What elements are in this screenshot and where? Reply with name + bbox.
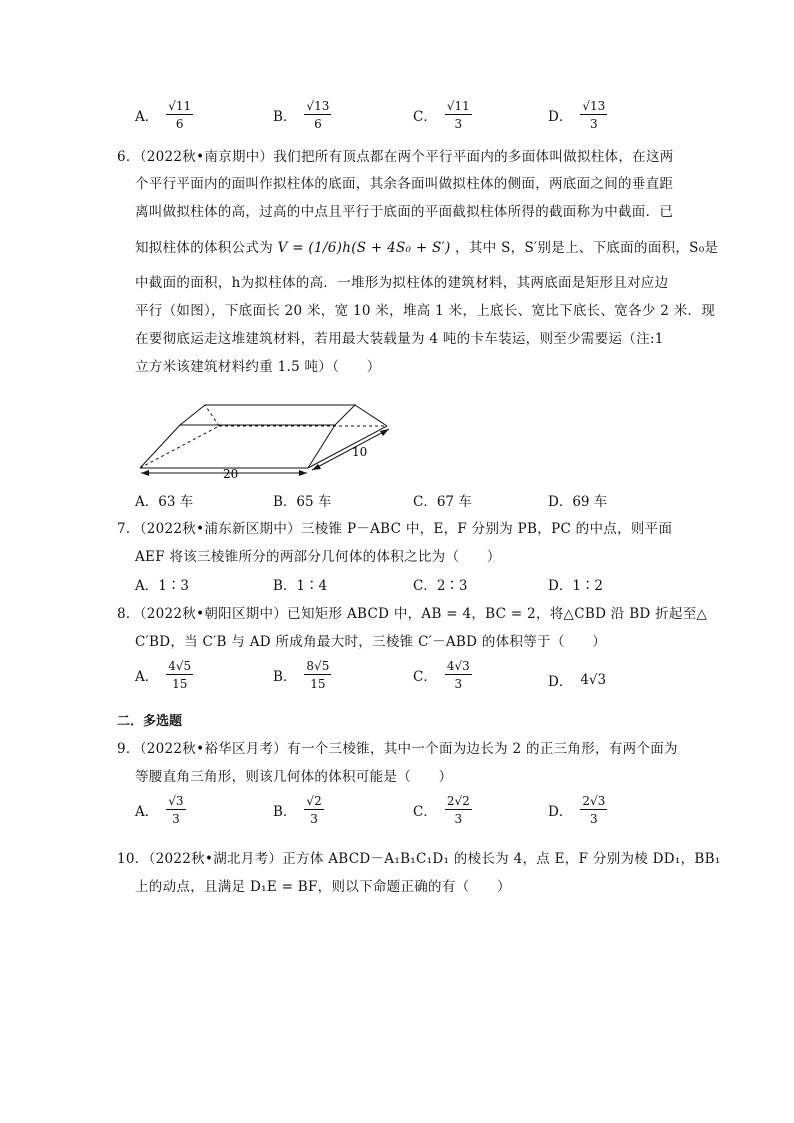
q5-option-d: D． $\frac{√13}{3}$ [548,99,606,131]
figure-label-20: 20 [223,467,239,480]
arrow-width-high [380,429,389,436]
q9-line-2: 等腰直角三角形，则该几何体的体积可能是（ ） [135,769,453,785]
q6-option-b: B．65 车 [273,494,332,510]
q6-line-6: 平行（如图），下底面长 20 米，宽 10 米，堆高 1 米，上底长、宽比下底长、宽各少 2 米．现 [135,303,716,319]
q10-line-2: 上的动点，且满足 D₁E = BF，则以下命题正确的有（ ） [135,879,511,895]
frustum-left-front-edge [140,425,180,468]
arrow-length-right [299,470,307,476]
q9-option-b: B． $\frac{√2}{3}$ [273,794,322,826]
q6-line-7: 在要彻底运走这堆建筑材料，若用最大装载量为 4 吨的卡车装运，则至少需要运（注:1 [135,331,664,347]
q6-line-8: 立方米该建筑材料约重 1.5 吨）（ ） [135,359,381,375]
q6-line-5: 中截面的面积，h为拟柱体的高．一堆形为拟柱体的建筑材料，其两底面是矩形且对应边 [135,275,669,291]
q6-formula: V = (1/6)h(S + 4S₀ + S′) [277,240,451,256]
frustum-hidden-lateral-edge [205,405,219,426]
frustum-top-face [180,405,355,425]
q10-line-1: 10．（2022秋•湖北月考）正方体 ABCD－A₁B₁C₁D₁ 的棱长为 4，点 E，F 分别为棱 DD₁，BB₁ [117,851,721,867]
q6-line-1: 6．（2022秋•南京期中）我们把所有顶点都在两个平行平面内的多面体叫做拟柱体，在这两 [117,149,674,165]
q6-option-c: C．67 车 [413,494,472,510]
q6-line-2: 个平行平面内的面叫作拟柱体的底面，其余各面叫做拟柱体的侧面，两底面之间的垂直距 [135,176,674,192]
frustum-hidden-left-edge [140,426,219,468]
frustum-right-back-edge [355,405,387,426]
q8-option-d: D． 4√3 [548,672,607,690]
q6-line-3: 离叫做拟柱体的高，过高的中点且平行于底面的平面截拟柱体所得的截面称为中截面．已 [135,204,674,220]
q7-option-b: B．1∶4 [273,578,328,594]
q7-option-d: D．1∶2 [548,578,604,594]
q8-option-a: A． $\frac{4√5}{15}$ [135,659,192,691]
section-multiple-choice-header: 二．多选题 [117,714,183,729]
q6-formula-line [135,236,718,256]
q5-option-c: C． $\frac{√11}{3}$ [413,99,470,131]
q9-option-a: A． $\frac{√3}{3}$ [135,794,184,826]
q7-option-c: C．2∶3 [413,578,468,594]
q6-frustum-figure [125,380,405,480]
arrow-length-left [141,470,149,476]
q9-option-c: C． $\frac{2√2}{3}$ [413,794,470,826]
figure-label-10: 10 [352,445,368,459]
q9-option-d: D． $\frac{2√3}{3}$ [548,794,606,826]
q8-option-b: B． $\frac{8√5}{15}$ [273,659,330,691]
q6-formula-prefix: 知拟柱体的体积公式为 [135,240,273,256]
q8-line-1: 8．（2022秋•朝阳区期中）已知矩形 ABCD 中，AB = 4，BC = 2，将△CBD 沿 BD 折起至△ [117,606,708,622]
q6-formula-suffix: ，其中 S，S′别是上、下底面的面积，S₀是 [455,240,719,256]
frustum-right-front-edge [308,425,335,468]
q7-option-a: A．1∶3 [135,578,189,594]
q5-option-b: B． $\frac{√13}{6}$ [273,99,330,131]
q7-line-2: AEF 将该三棱锥所分的两部分几何体的体积之比为（ ） [135,549,501,565]
dimension-line-width [312,429,389,470]
q8-line-2: C′BD，当 C′B 与 AD 所成角最大时，三棱锥 C′－ABD 的体积等于（ ） [135,634,607,650]
q8-option-c: C． $\frac{4√3}{3}$ [413,659,470,691]
q5-option-a: A． $\frac{√11}{6}$ [135,99,192,131]
q6-option-d: D．69 车 [548,494,608,510]
frustum-bottom-right-edge [308,426,387,468]
q7-line-1: 7．（2022秋•浦东新区期中）三棱锥 P－ABC 中，E，F 分别为 PB，PC 的中点，则平面 [117,521,673,537]
q6-option-a: A．63 车 [135,494,194,510]
q9-line-1: 9．（2022秋•裕华区月考）有一个三棱锥，其中一个面为边长为 2 的正三角形，有两个面为 [117,741,678,757]
